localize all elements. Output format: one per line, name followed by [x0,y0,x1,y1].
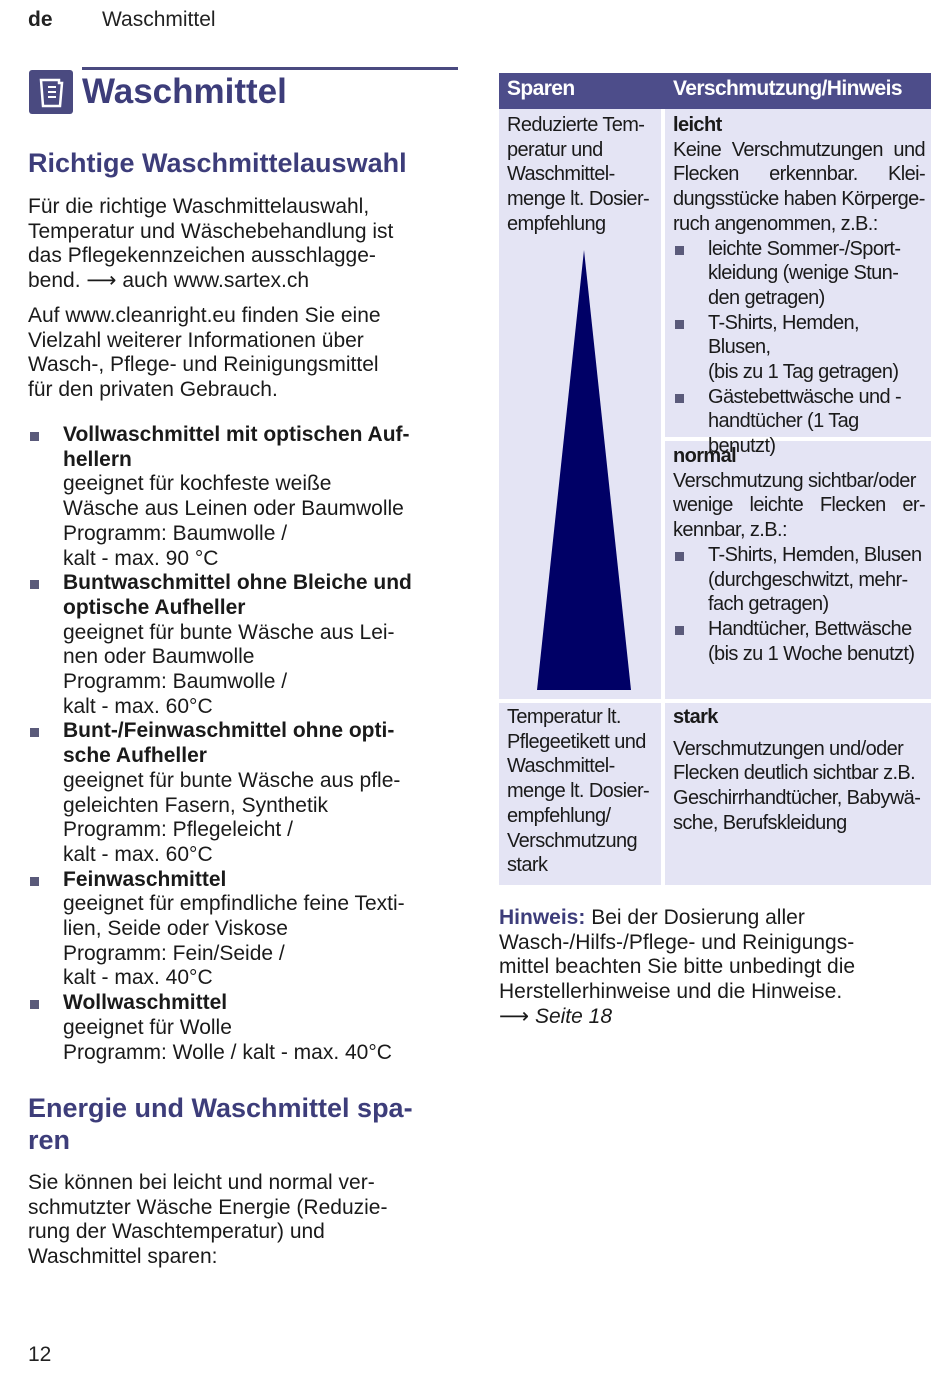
bullet-square-icon [675,552,684,561]
item-line: Programm: Baumwolle / [63,670,288,694]
cell-line: empfehlung/ [507,804,611,827]
cell-line: dungsstücke haben Körperge- [673,188,925,211]
section-heading-waschmittelauswahl: Richtige Waschmittelauswahl [28,148,407,178]
cell-line: Verschmutzungen und/oder [673,737,904,760]
table-header-verschmutzung: Verschmutzung/Hinweis [673,77,902,100]
list-item [28,868,460,992]
intro-paragraph [28,195,460,294]
cleanright-paragraph [28,304,460,403]
soil-cell-normal [673,444,925,666]
cell-line: Pflegeetikett und [507,730,646,753]
chapter-title: Waschmittel [82,72,287,111]
cell-line: Waschmittel- [507,163,615,186]
page-reference-link[interactable]: ⟶ Seite 18 [499,1004,612,1028]
bullet-square-icon [30,580,39,589]
soil-cell-leicht [673,113,925,459]
example-list [673,543,925,667]
cell-line: leichte Sommer-/Sport- [708,237,901,260]
item-title: sche Aufheller [63,744,207,768]
note-line: mittel beachten Sie bitte unbedingt die [499,955,856,979]
cell-line: (bis zu 1 Tag getragen) [708,361,899,384]
language-code: de [28,8,53,31]
cell-line: den getragen) [708,286,825,309]
row-divider [499,699,931,703]
bullet-square-icon [30,432,39,441]
chapter-rule [82,67,458,70]
item-line: Programm: Pflegeleicht / [63,818,293,842]
sparen-cell-reduced [507,113,657,237]
cell-line: wenige leichte Flecken er- [673,494,925,517]
item-line: geeignet für bunte Wäsche aus Lei- [63,620,395,644]
cell-line: Verschmutzung [507,829,638,852]
note-line: Herstellerhinweise und die Hinweise. [499,980,843,1004]
cell-line: fach getragen) [708,593,829,616]
cell-line: Geschirrhandtücher, Babywä- [673,787,921,810]
detergent-measure-icon [29,70,73,114]
cell-line: menge lt. Dosier- [507,188,650,211]
bullet-square-icon [30,728,39,737]
item-title: Feinwaschmittel [63,867,227,891]
cell-line: Gästebettwäsche und - [708,385,902,408]
item-line: lien, Seide oder Viskose [63,917,288,941]
bullet-square-icon [675,626,684,635]
bullet-square-icon [675,320,684,329]
cell-line: Flecken erkennbar. Klei- [673,163,925,186]
paragraph-line: bend. ⟶ auch www.sartex.ch [28,269,310,293]
table-header-row [499,73,931,109]
paragraph-line: für den privaten Gebrauch. [28,378,278,402]
cell-line: Keine Verschmutzungen und [673,138,925,161]
item-title: hellern [63,447,132,471]
soil-level-label: leicht [673,114,722,136]
item-line: Programm: Fein/Seide / [63,941,285,965]
item-line: kalt - max. 60°C [63,694,213,718]
cell-line: Verschmutzung sichtbar/oder [673,469,916,492]
item-line: geeignet für kochfeste weiße [63,472,332,496]
cell-line: Reduzierte Tem- [507,114,645,136]
cell-line: T-Shirts, Hemden, Blusen [708,543,922,566]
cell-line: (bis zu 1 Woche benutzt) [708,642,915,665]
paragraph-line: Sie können bei leicht und normal ver- [28,1171,375,1194]
item-line: geeignet für empfindliche feine Texti- [63,892,405,916]
paragraph-line: schmutzter Wäsche Energie (Reduzie- [28,1195,388,1219]
bullet-square-icon [30,877,39,886]
table-header-sparen: Sparen [507,77,575,100]
detergent-list [28,423,460,1065]
cell-line: Temperatur lt. [507,706,621,728]
item-line: Programm: Wolle / kalt - max. 40°C [63,1040,392,1064]
section-heading-energie-sparen [28,1092,413,1156]
item-line: geeignet für Wolle [63,1015,232,1039]
item-title: Wollwaschmittel [63,991,228,1015]
cell-line: Handtücher, Bettwäsche [708,617,912,640]
energie-paragraph [28,1171,460,1270]
item-line: kalt - max. 40°C [63,966,213,990]
sparen-cell-standard [507,705,657,878]
note-label: Hinweis: [499,906,586,929]
soil-level-label: normal [673,445,737,467]
hinweis-note [499,906,931,1030]
item-line: geeignet für bunte Wäsche aus pfle- [63,768,401,792]
paragraph-line: Vielzahl weiterer Informationen über [28,328,364,352]
list-item [28,719,460,867]
cell-line: kennbar, z.B.: [673,519,787,542]
paragraph-line: Für die richtige Waschmittelauswahl, [28,195,370,218]
note-line: Wasch-/Hilfs-/Pflege- und Reinigungs- [499,930,855,954]
paragraph-line: Waschmittel sparen: [28,1245,218,1269]
paragraph-line: Wasch-, Pflege- und Reinigungsmittel [28,353,379,377]
list-item [673,543,925,617]
bullet-square-icon [675,394,684,403]
cell-line: empfehlung [507,212,606,235]
list-item [673,311,925,385]
item-line: Programm: Baumwolle / [63,521,288,545]
item-title: Vollwaschmittel mit optischen Auf- [63,423,410,446]
cell-line: Waschmittel- [507,755,615,778]
item-title: optische Aufheller [63,595,246,619]
cell-line: (durchgeschwitzt, mehr- [708,568,908,591]
item-line: Wäsche aus Leinen oder Baumwolle [63,497,404,521]
item-title: Bunt-/Feinwaschmittel ohne opti- [63,719,395,743]
item-line: nen oder Baumwolle [63,645,255,669]
cell-line: menge lt. Dosier- [507,780,650,803]
running-header-title: Waschmittel [102,8,216,31]
page-number: 12 [28,1343,52,1366]
cell-line: T-Shirts, Hemden, Blusen, [708,311,859,359]
soil-cell-stark [673,705,925,836]
cell-line: Flecken deutlich sichtbar z.B. [673,762,916,785]
heading-line: Energie und Waschmittel spa- [28,1093,413,1123]
bullet-square-icon [675,246,684,255]
note-first-line [499,906,931,931]
savings-gradient-triangle [537,250,631,690]
cell-line: ruch angenommen, z.B.: [673,212,878,235]
list-item [673,617,925,666]
paragraph-line: das Pflegekennzeichen ausschlagge- [28,244,376,268]
item-line: geleichten Fasern, Synthetik [63,793,328,817]
bullet-square-icon [30,1000,39,1009]
heading-line: ren [28,1125,71,1155]
cell-line: benutzt) [708,435,776,458]
column-divider [661,109,665,885]
list-item [28,423,460,571]
item-line: kalt - max. 60°C [63,842,213,866]
cell-line: peratur und [507,138,603,161]
list-item [28,991,460,1065]
list-item [28,571,460,719]
item-line: kalt - max. 90 °C [63,546,219,570]
soil-level-label: stark [673,706,718,728]
cell-line: stark [507,854,548,877]
cell-line: kleidung (wenige Stun- [708,262,899,285]
example-list [673,237,925,459]
paragraph-line: Temperatur und Wäschebehandlung ist [28,219,394,243]
item-title: Buntwaschmittel ohne Bleiche und [63,571,412,595]
paragraph-line: Auf www.cleanright.eu finden Sie eine [28,304,381,327]
paragraph-line: rung der Waschtemperatur) und [28,1220,325,1244]
note-line: Bei der Dosierung aller [591,906,805,929]
cell-line: handtücher (1 Tag [708,410,859,433]
list-item [673,237,925,311]
cell-line: sche, Berufskleidung [673,811,847,834]
